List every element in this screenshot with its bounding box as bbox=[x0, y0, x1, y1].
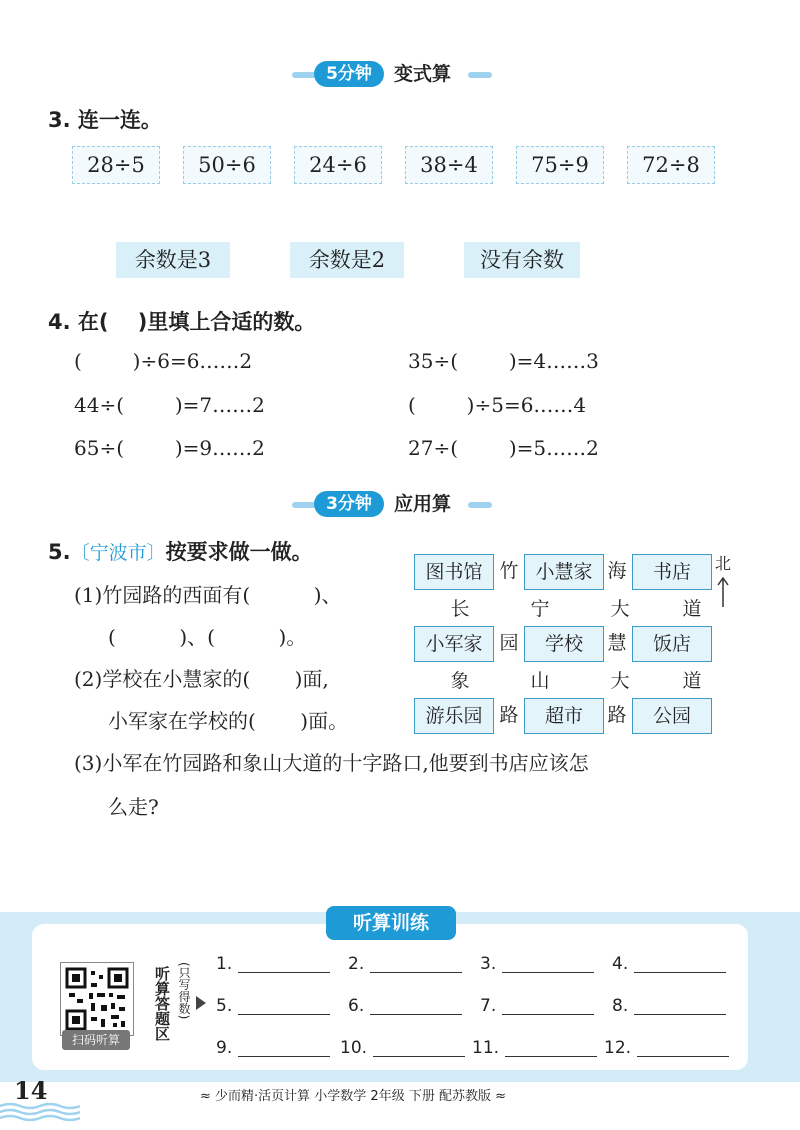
map-place: 饭店 bbox=[632, 626, 712, 662]
north-label: 北 bbox=[714, 554, 731, 573]
map-road-label: 道 bbox=[682, 598, 702, 620]
map-road-label: 海 bbox=[607, 560, 627, 582]
part-3-line-b: 么走? bbox=[108, 795, 159, 819]
map-road-label: 竹 bbox=[499, 560, 519, 582]
wave-decoration bbox=[0, 1100, 80, 1122]
map-road-label: 园 bbox=[499, 632, 519, 654]
remainder-card[interactable]: 余数是2 bbox=[290, 242, 404, 278]
north-arrow-icon bbox=[712, 554, 734, 610]
map-road-label: 宁 bbox=[530, 598, 550, 620]
footer-info: ≈ 少而精·活页计算 小学数学 2年级 下册 配苏教版 ≈ bbox=[200, 1089, 506, 1104]
expression-card[interactable]: 50÷6 bbox=[183, 146, 271, 184]
answer-slot[interactable]: 11. bbox=[472, 1036, 606, 1060]
answer-zone-note: (只写得数) bbox=[177, 962, 191, 1020]
map-road-label: 山 bbox=[530, 670, 550, 692]
listening-title: 听算训练 bbox=[326, 906, 456, 940]
answer-slot[interactable]: 7. bbox=[480, 994, 606, 1018]
part-1-line-b: ( )、( )。 bbox=[108, 625, 307, 649]
map-road-label: 象 bbox=[450, 670, 470, 692]
qr-label: 扫码听算 bbox=[62, 1030, 130, 1050]
section-banner-5min bbox=[0, 60, 800, 90]
fill-in-equation: ( )÷5=6……4 bbox=[408, 393, 587, 417]
fill-in-equation: 65÷( )=9……2 bbox=[74, 436, 265, 460]
map-place: 图书馆 bbox=[414, 554, 494, 590]
street-map bbox=[410, 554, 730, 744]
expression-card[interactable]: 28÷5 bbox=[72, 146, 160, 184]
remainder-card[interactable]: 没有余数 bbox=[464, 242, 580, 278]
qr-code-icon[interactable] bbox=[60, 962, 134, 1036]
answer-slot[interactable]: 5. bbox=[216, 994, 342, 1018]
map-road-label: 大 bbox=[610, 670, 630, 692]
answer-slot[interactable]: 3. bbox=[480, 952, 606, 976]
map-road-label: 路 bbox=[607, 704, 627, 726]
question-3-heading: 3. 连一连。 bbox=[48, 108, 162, 132]
map-place: 游乐园 bbox=[414, 698, 494, 734]
expression-card[interactable]: 75÷9 bbox=[516, 146, 604, 184]
map-road-label: 路 bbox=[499, 704, 519, 726]
map-place: 书店 bbox=[632, 554, 712, 590]
answer-slot[interactable]: 2. bbox=[348, 952, 474, 976]
question-title: 按要求做一做。 bbox=[165, 540, 313, 564]
map-place: 学校 bbox=[524, 626, 604, 662]
fill-in-equation: ( )÷6=6……2 bbox=[74, 349, 253, 373]
question-number: 5. bbox=[48, 540, 71, 564]
expression-card[interactable]: 72÷8 bbox=[627, 146, 715, 184]
section-badge: 3分钟 bbox=[314, 491, 384, 517]
section-banner-3min bbox=[0, 490, 800, 520]
map-road-label: 大 bbox=[610, 598, 630, 620]
section-title: 应用算 bbox=[394, 493, 452, 515]
question-5-heading bbox=[48, 536, 408, 566]
map-road-label: 道 bbox=[682, 670, 702, 692]
section-badge: 5分钟 bbox=[314, 61, 384, 87]
pointer-arrow-icon bbox=[196, 996, 206, 1010]
fill-in-equation: 44÷( )=7……2 bbox=[74, 393, 265, 417]
answer-slot[interactable]: 9. bbox=[216, 1036, 342, 1060]
part-2-line-a: (2)学校在小慧家的( )面, bbox=[74, 667, 329, 691]
answer-slot[interactable]: 12. bbox=[604, 1036, 738, 1060]
map-place: 小慧家 bbox=[524, 554, 604, 590]
fill-in-equation: 27÷( )=5……2 bbox=[408, 436, 599, 460]
map-place: 超市 bbox=[524, 698, 604, 734]
answer-slot[interactable]: 6. bbox=[348, 994, 474, 1018]
part-3-line-a: (3)小军在竹园路和象山大道的十字路口,他要到书店应该怎 bbox=[74, 751, 589, 775]
region-tag: 〔宁波市〕 bbox=[70, 542, 166, 564]
answer-slot[interactable]: 4. bbox=[612, 952, 738, 976]
fill-in-equation: 35÷( )=4……3 bbox=[408, 349, 599, 373]
answer-slot[interactable]: 1. bbox=[216, 952, 342, 976]
remainder-card[interactable]: 余数是3 bbox=[116, 242, 230, 278]
page-number: 14 bbox=[14, 1076, 48, 1105]
map-place: 小军家 bbox=[414, 626, 494, 662]
answer-slot[interactable]: 8. bbox=[612, 994, 738, 1018]
section-title: 变式算 bbox=[394, 63, 452, 85]
answer-zone-label: 听算答题区 bbox=[153, 966, 171, 1041]
map-place: 公园 bbox=[632, 698, 712, 734]
part-2-line-b: 小军家在学校的( )面。 bbox=[108, 709, 349, 733]
question-4-heading: 4. 在( )里填上合适的数。 bbox=[48, 310, 316, 334]
answer-slot[interactable]: 10. bbox=[340, 1036, 474, 1060]
map-road-label: 慧 bbox=[607, 632, 627, 654]
expression-card[interactable]: 38÷4 bbox=[405, 146, 493, 184]
expression-card[interactable]: 24÷6 bbox=[294, 146, 382, 184]
map-road-label: 长 bbox=[450, 598, 470, 620]
part-1-line-a: (1)竹园路的西面有( )、 bbox=[74, 583, 342, 607]
